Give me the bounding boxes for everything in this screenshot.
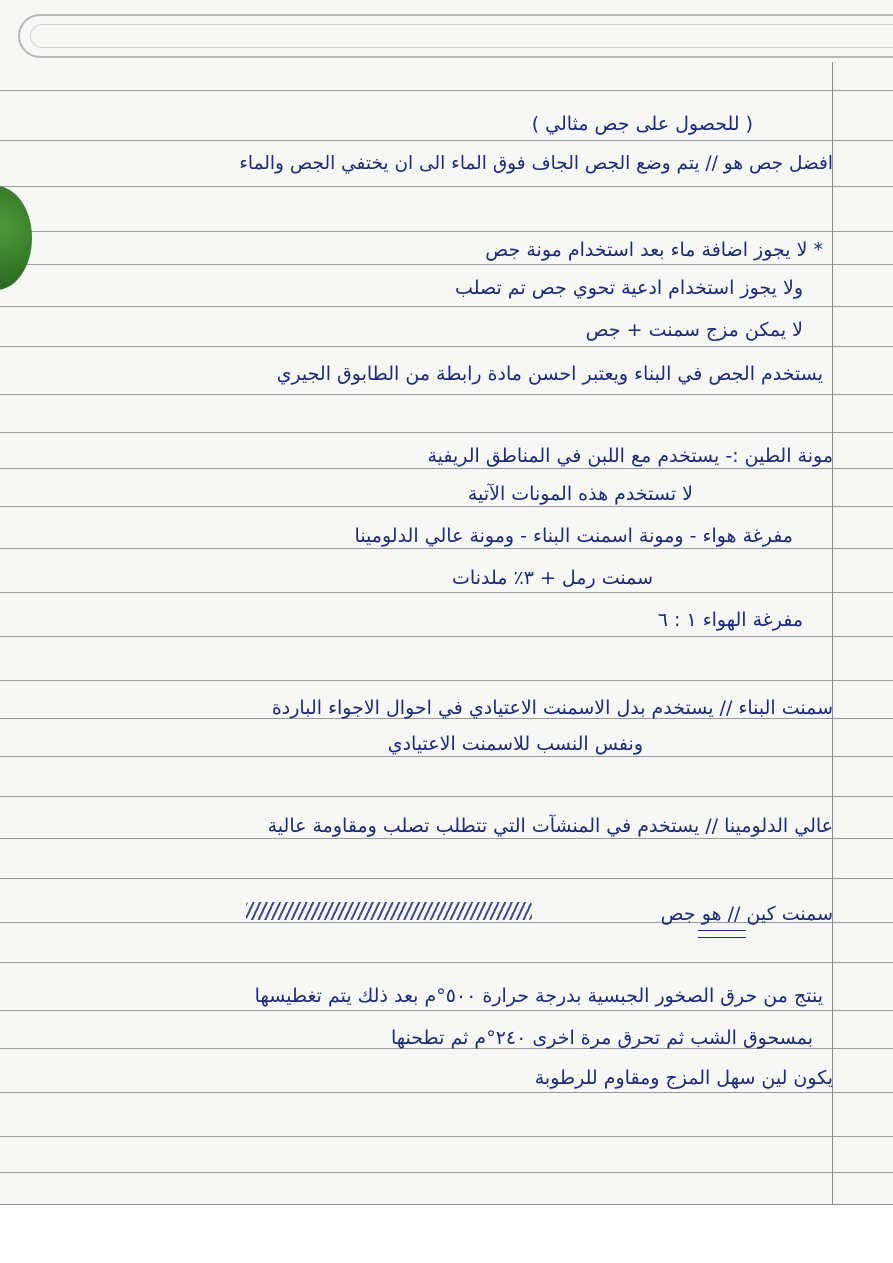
ruled-line — [0, 346, 893, 347]
ruled-line — [0, 1092, 893, 1093]
ruled-line — [0, 264, 893, 265]
note-line: مفرغة هواء - ومونة اسمنت البناء - ومونة عالي الدلومينا — [354, 525, 793, 547]
ruled-line — [0, 796, 893, 797]
ruled-line — [0, 1010, 893, 1011]
ruled-line — [0, 506, 893, 507]
note-line: لا تستخدم هذه المونات الآتية — [467, 483, 693, 505]
ruled-line — [0, 878, 893, 879]
note-line: يكون لين سهل المزج ومقاوم للرطوبة — [534, 1067, 833, 1089]
ruled-line — [0, 1136, 893, 1137]
note-line: ينتج من حرق الصخور الجبسية بدرجة حرارة ٥٠٠°م بعد ذلك يتم تغطيسها — [254, 985, 823, 1007]
note-line: مونة الطين :- يستخدم مع اللبن في المناطق الريفية — [427, 445, 833, 467]
note-line: سمنت رمل + ٣٪ ملدنات — [452, 567, 653, 589]
note-line: سمنت كين // هو جص — [660, 903, 833, 925]
page-bottom-edge — [0, 1204, 893, 1205]
note-line: لا يمكن مزج سمنت + جص — [585, 319, 803, 341]
note-line: افضل جص هو // يتم وضع الجص الجاف فوق الماء الى ان يختفي الجص والماء — [239, 153, 833, 174]
green-sticker — [0, 186, 32, 290]
ruled-line — [0, 394, 893, 395]
crossed-out-text — [246, 902, 532, 920]
note-line: ونفس النسب للاسمنت الاعتيادي — [387, 733, 643, 755]
ruled-line — [0, 636, 893, 637]
ruled-line — [0, 756, 893, 757]
note-line: * لا يجوز اضافة ماء بعد استخدام مونة جص — [485, 239, 823, 261]
double-underline — [698, 930, 746, 938]
ruled-line — [0, 186, 893, 187]
ruled-line — [0, 680, 893, 681]
note-line: عالي الدلومينا // يستخدم في المنشآت التي تتطلب تصلب ومقاومة عالية — [267, 815, 833, 837]
note-line: ولا يجوز استخدام ادعية تحوي جص تم تصلب — [455, 277, 803, 299]
note-line: يستخدم الجص في البناء ويعتبر احسن مادة رابطة من الطابوق الجيري — [276, 363, 823, 385]
ruled-line — [0, 468, 893, 469]
ruled-line — [0, 592, 893, 593]
note-line: سمنت البناء // يستخدم بدل الاسمنت الاعتيادي في احوال الاجواء الباردة — [271, 697, 833, 719]
margin-line — [832, 62, 833, 1205]
ruled-line — [0, 432, 893, 433]
spiral-binding — [18, 14, 893, 58]
note-line: مفرغة الهواء ١ : ٦ — [657, 609, 803, 631]
ruled-line — [0, 231, 893, 232]
ruled-line — [0, 306, 893, 307]
ruled-line — [0, 90, 893, 91]
ruled-line — [0, 140, 893, 141]
ruled-line — [0, 1172, 893, 1173]
ruled-line — [0, 962, 893, 963]
note-line: بمسحوق الشب ثم تحرق مرة اخرى ٢٤٠°م ثم تطحنها — [391, 1027, 813, 1049]
ruled-line — [0, 548, 893, 549]
ruled-line — [0, 838, 893, 839]
page-title: ( للحصول على جص مثالي ) — [531, 113, 753, 135]
